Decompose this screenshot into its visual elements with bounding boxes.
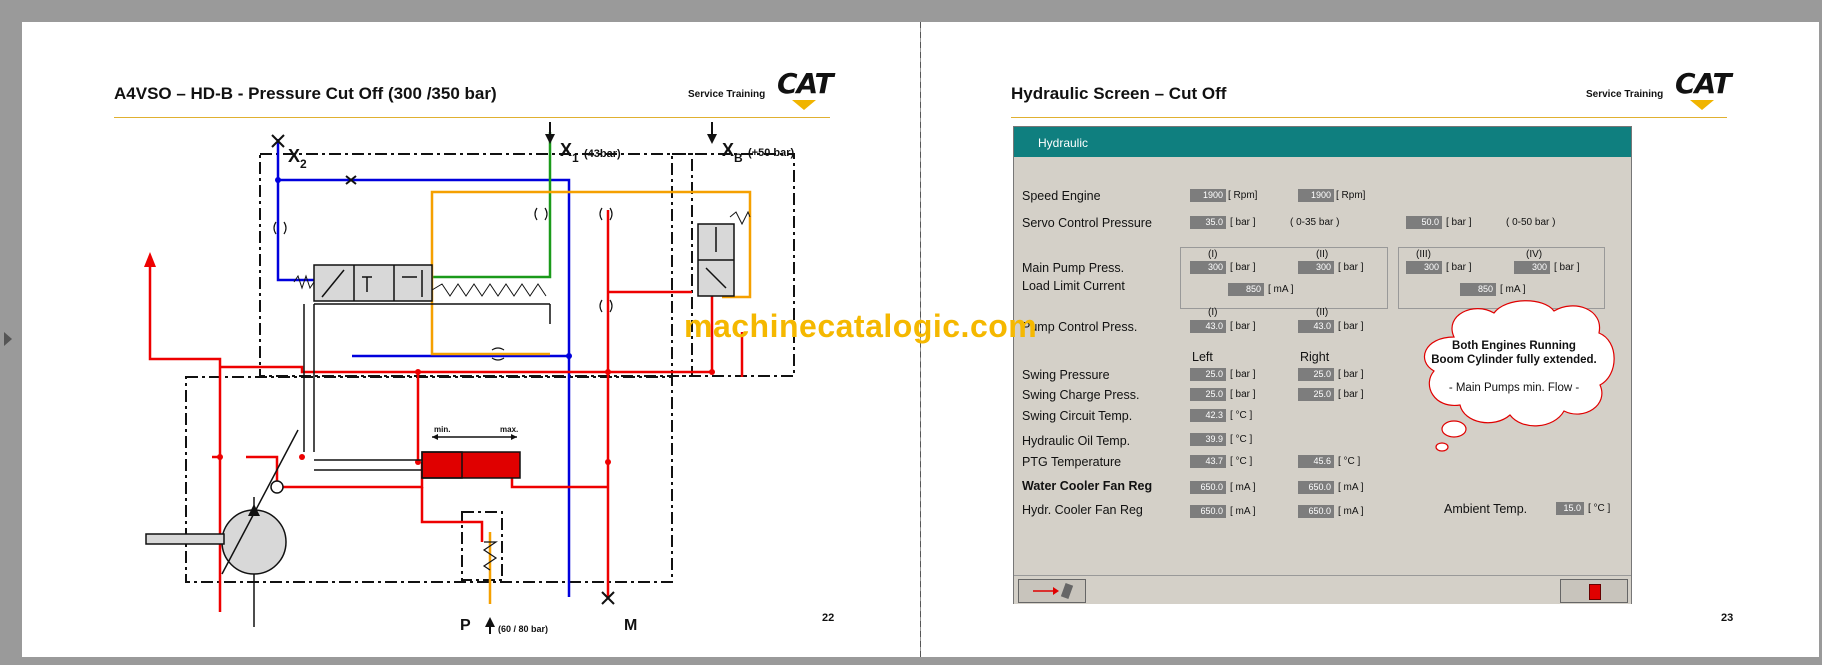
callout-line-2: Boom Cylinder fully extended. [1431, 354, 1597, 366]
title-rule [1011, 117, 1727, 118]
pump-control-value-2: 43.0 [1298, 320, 1334, 333]
pump-head-1: (I) [1208, 249, 1218, 260]
pump-control-unit-1: [ bar ] [1230, 321, 1256, 332]
p-pressure-note: (60 / 80 bar) [498, 624, 549, 634]
callout-line-1: Both Engines Running [1452, 340, 1576, 352]
stop-button[interactable] [1560, 579, 1628, 603]
ambient-temp-label: Ambient Temp. [1444, 502, 1528, 516]
x2-subscript: 2 [300, 157, 307, 171]
water-cooler-fan-value-1: 650.0 [1190, 481, 1226, 494]
exit-button[interactable] [1018, 579, 1086, 603]
m-port-label: M [624, 617, 638, 634]
viewer-top-bar [0, 0, 1822, 22]
hydraulic-oil-label: Hydraulic Oil Temp. [1022, 434, 1131, 448]
x2-label: X [288, 146, 301, 166]
main-pump [222, 510, 286, 574]
cylinder-max-label: max. [500, 425, 519, 434]
svg-text:XB [722, 140, 743, 165]
swing-circuit-value: 42.3 [1190, 409, 1226, 422]
main-pump-value-2: 300 [1298, 261, 1334, 274]
watermark: machinecatalogic.com [684, 308, 1038, 344]
swing-pressure-unit-2: [ bar ] [1338, 369, 1364, 380]
load-limit-value-2: 850 [1460, 283, 1496, 296]
right-column-head: Right [1300, 350, 1330, 364]
swing-circuit-label: Swing Circuit Temp. [1022, 409, 1133, 423]
exit-arrow-icon [1019, 580, 1085, 602]
service-training-label: Service Training [1586, 89, 1664, 100]
left-column-head: Left [1192, 350, 1213, 364]
page-number: 23 [1721, 612, 1734, 624]
svg-text:X1 [560, 140, 579, 165]
speed-engine-label: Speed Engine [1022, 189, 1101, 203]
servo-unit-1: [ bar ] [1230, 217, 1256, 228]
speed-engine-unit-2: [ Rpm] [1336, 190, 1366, 201]
cat-logo-triangle-icon [1690, 100, 1714, 110]
pump-control-head-1: (I) [1208, 307, 1218, 318]
swing-charge-unit-2: [ bar ] [1338, 389, 1364, 400]
flow-arrow-icon [144, 252, 156, 267]
main-pump-unit-3: [ bar ] [1446, 262, 1472, 273]
ambient-temp-unit: [ °C ] [1588, 503, 1611, 514]
water-cooler-fan-value-2: 650.0 [1298, 481, 1334, 494]
cylinder-min-label: min. [434, 425, 451, 434]
callout-cloud [1414, 297, 1619, 457]
servo-pressure-label: Servo Control Pressure [1022, 216, 1152, 230]
speed-engine-unit-1: [ Rpm] [1228, 190, 1258, 201]
screen-footer [1014, 575, 1631, 604]
main-pump-value-1: 300 [1190, 261, 1226, 274]
swing-pressure-label: Swing Pressure [1022, 368, 1110, 382]
servo-range-1: ( 0-35 bar ) [1290, 217, 1340, 228]
x1-label: X [560, 140, 573, 160]
main-pump-unit-4: [ bar ] [1554, 262, 1580, 273]
swing-pressure-unit-1: [ bar ] [1230, 369, 1256, 380]
swing-charge-value-1: 25.0 [1190, 388, 1226, 401]
ambient-temp-value: 15.0 [1556, 502, 1584, 515]
load-limit-label: Load Limit Current [1022, 279, 1125, 293]
hydraulic-oil-value: 39.9 [1190, 433, 1226, 446]
swing-circuit-unit: [ °C ] [1230, 410, 1253, 421]
pump-control-label: Pump Control Press. [1022, 320, 1138, 334]
pump-head-4: (IV) [1526, 249, 1543, 260]
svg-text:X2 [288, 146, 307, 171]
water-cooler-fan-unit-1: [ mA ] [1230, 482, 1256, 493]
screen-header-title: Hydraulic [1038, 136, 1089, 150]
ptg-temp-unit-1: [ °C ] [1230, 456, 1253, 467]
speed-engine-value-1: 1900 [1190, 189, 1226, 202]
water-cooler-fan-label: Water Cooler Fan Reg [1022, 479, 1153, 493]
hydr-cooler-fan-value-2: 650.0 [1298, 505, 1334, 518]
swing-pressure-value-1: 25.0 [1190, 368, 1226, 381]
ptg-temp-unit-2: [ °C ] [1338, 456, 1361, 467]
load-limit-unit-1: [ mA ] [1268, 284, 1294, 295]
servo-value-1: 35.0 [1190, 216, 1226, 229]
xb-label: X [722, 140, 735, 160]
swing-charge-value-2: 25.0 [1298, 388, 1334, 401]
cat-logo: CAT [777, 67, 833, 100]
hydr-cooler-fan-label: Hydr. Cooler Fan Reg [1022, 503, 1143, 517]
page-title: Hydraulic Screen – Cut Off [1011, 84, 1227, 103]
load-limit-unit-2: [ mA ] [1500, 284, 1526, 295]
page-number: 22 [822, 612, 835, 624]
pump-head-2: (II) [1316, 249, 1329, 260]
xb-pressure-note: (+50 bar) [748, 147, 795, 159]
main-pump-unit-2: [ bar ] [1338, 262, 1364, 273]
main-pump-label: Main Pump Press. [1022, 261, 1125, 275]
pump-control-head-2: (II) [1316, 307, 1329, 318]
hydr-cooler-fan-value-1: 650.0 [1190, 505, 1226, 518]
viewer-bottom-bar [0, 657, 1822, 665]
pump-head-3: (III) [1416, 249, 1431, 260]
xb-subscript: B [734, 151, 743, 165]
hydr-cooler-fan-unit-2: [ mA ] [1338, 506, 1364, 517]
callout-line-3: - Main Pumps min. Flow - [1448, 382, 1580, 394]
expand-arrow-icon[interactable] [4, 332, 12, 346]
swing-charge-unit-1: [ bar ] [1230, 389, 1256, 400]
swing-pressure-value-2: 25.0 [1298, 368, 1334, 381]
pump-control-value-1: 43.0 [1190, 320, 1226, 333]
ptg-temp-label: PTG Temperature [1022, 455, 1122, 469]
main-pump-unit-1: [ bar ] [1230, 262, 1256, 273]
main-pump-value-4: 300 [1514, 261, 1550, 274]
servo-unit-2: [ bar ] [1446, 217, 1472, 228]
ptg-temp-value-2: 45.6 [1298, 455, 1334, 468]
servo-range-2: ( 0-50 bar ) [1506, 217, 1556, 228]
ptg-temp-value-1: 43.7 [1190, 455, 1226, 468]
service-training-label: Service Training [688, 89, 766, 100]
main-pump-value-3: 300 [1406, 261, 1442, 274]
hydraulic-screen [1013, 126, 1632, 604]
right-page [921, 22, 1819, 657]
hydr-cooler-fan-unit-1: [ mA ] [1230, 506, 1256, 517]
page-title: A4VSO – HD-B - Pressure Cut Off (300 /350 bar) [114, 84, 497, 103]
load-limit-value-1: 850 [1228, 283, 1264, 296]
p-port-label: P [460, 617, 471, 634]
speed-engine-value-2: 1900 [1298, 189, 1334, 202]
directional-valve [314, 265, 432, 301]
swing-charge-label: Swing Charge Press. [1022, 388, 1140, 402]
stop-icon [1589, 584, 1601, 600]
x1-subscript: 1 [572, 151, 579, 165]
pump-control-unit-2: [ bar ] [1338, 321, 1364, 332]
control-cylinder [422, 452, 520, 478]
cat-logo: CAT [1675, 67, 1731, 100]
hydraulic-oil-unit: [ °C ] [1230, 434, 1253, 445]
x1-pressure-note: (43bar) [584, 148, 621, 160]
screen-header [1014, 127, 1631, 157]
servo-value-2: 50.0 [1406, 216, 1442, 229]
water-cooler-fan-unit-2: [ mA ] [1338, 482, 1364, 493]
